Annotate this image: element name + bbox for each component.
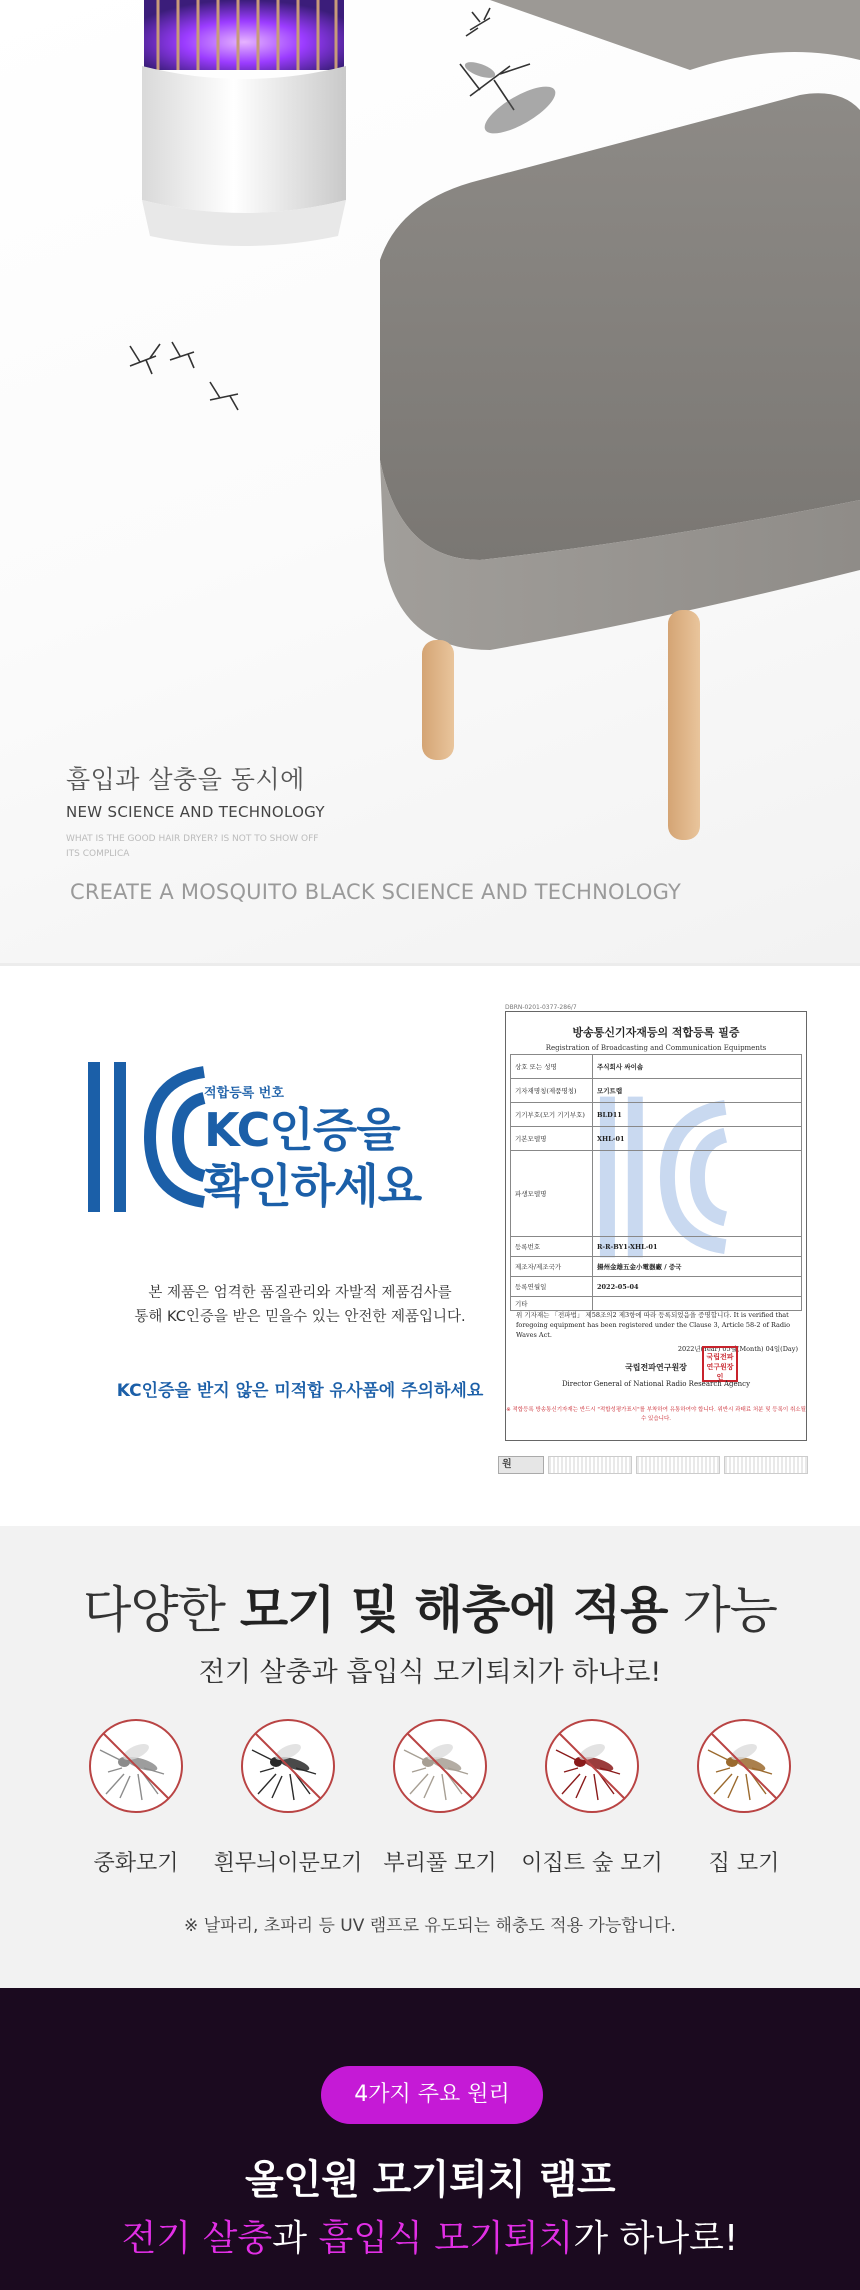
hero-title: 흡입과 살충을 동시에 [66, 765, 305, 794]
barcode-block [724, 1456, 808, 1474]
apply-note: ※ 날파리, 초파리 등 UV 램프로 유도되는 해충도 적용 가능합니다. [184, 1916, 676, 1936]
mosquito-icon [542, 1716, 642, 1816]
strip-label: 원 [498, 1456, 544, 1474]
table-row [511, 1127, 802, 1151]
certificate-label: 등록연월일 [511, 1277, 593, 1297]
apply-title [0, 1570, 860, 1642]
certificate-label: 기기부호(모기 기기부호) [511, 1103, 593, 1127]
certificate-label: 상호 또는 성명 [511, 1055, 593, 1079]
kc-description-line1: 본 제품은 엄격한 품질관리와 자발적 제품검사를 [148, 1285, 452, 1301]
mosquito-type-label: 중화모기 [93, 1851, 179, 1876]
mosquito-type-item [212, 1716, 364, 1877]
certificate-issuer-en: Director General of National Radio Research Agency [561, 1380, 751, 1388]
table-row [511, 1237, 802, 1257]
mosquito-trap-image [138, 0, 350, 250]
certificate-barcode-strip [498, 1456, 808, 1474]
mosquito-icon [238, 1716, 338, 1816]
certificate-value: BLD11 [593, 1103, 802, 1127]
certificate-value: 2022-05-04 [593, 1277, 802, 1297]
kc-caption: 적합등록 번호 [204, 1086, 284, 1101]
principle-section [0, 1988, 860, 2290]
certificate-value: XHL-01 [593, 1127, 802, 1151]
table-row [511, 1277, 802, 1297]
hero-subtitle: NEW SCIENCE AND TECHNOLOGY [66, 803, 325, 821]
mosquito-icon [86, 1716, 186, 1816]
certificate-label: 파생모델명 [511, 1151, 593, 1237]
hero-small-text: WHAT IS THE GOOD HAIR DRYER? IS NOT TO SHOW OFF ITS COMPLICA [66, 834, 319, 859]
table-row [511, 1151, 802, 1237]
mosquito-type-label: 부리풀 모기 [383, 1851, 497, 1876]
certificate-label: 기타 [511, 1297, 593, 1311]
principle-subtitle [0, 2210, 860, 2261]
mosquito-type-item [60, 1716, 212, 1877]
table-row [511, 1103, 802, 1127]
table-row [511, 1297, 802, 1311]
certificate-value: 揚州金雄五金小電器廠 / 중국 [593, 1257, 802, 1277]
table-row [511, 1055, 802, 1079]
certificate-issuer: 국립전파연구원장 [625, 1362, 687, 1372]
certificate-value: 주식회사 싸이숍 [593, 1055, 802, 1079]
principle-pill-badge: 4가지 주요 원리 [321, 2066, 543, 2124]
certificate-label: 기자재명칭(제품명칭) [511, 1079, 593, 1103]
certificate-date: 2022년(Year) 05월(Month) 04일(Day) [677, 1345, 798, 1353]
certificate-value [593, 1151, 802, 1237]
apply-subtitle: 전기 살충과 흡입식 모기퇴치가 하나로! [198, 1657, 662, 1688]
apply-section [0, 1526, 860, 1988]
hero-section [0, 0, 860, 963]
certificate-table [510, 1054, 802, 1311]
mosquito-icon [390, 1716, 490, 1816]
kc-headline-line2: 확인하세요 [204, 1159, 422, 1213]
kc-description-line2: 통해 KC인증을 받은 믿을수 있는 안전한 제품입니다. [134, 1309, 466, 1325]
apply-title-pre: 다양한 [83, 1581, 240, 1639]
certificate-note: ※ 적합등록 방송통신기자재는 반드시 "적합성평가표시"를 부착하여 유통하여야 합니다. 위반시 과태료 처분 및 등록이 취소될 수 있습니다. [506, 1407, 806, 1422]
ottoman-image [360, 0, 860, 850]
certificate-statement: 위 기자재는 「전파법」 제58조의2 제3항에 따라 등록되었음을 증명합니다. It is verified that foregoing equipment has been registered under the Clause 3, Article 58-2 of Radio Waves Act. [516, 1311, 791, 1339]
certificate-label: 등록번호 [511, 1237, 593, 1257]
mosquito-type-item [668, 1716, 820, 1877]
kc-logo-icon [74, 1052, 214, 1222]
barcode-block [636, 1456, 720, 1474]
barcode-block [548, 1456, 632, 1474]
certificate-label: 기본모델명 [511, 1127, 593, 1151]
certificate-title-en: Registration of Broadcasting and Communication Equipments [545, 1044, 767, 1052]
certificate-label: 제조자/제조국가 [511, 1257, 593, 1277]
certificate-value: 모기트랩 [593, 1079, 802, 1103]
certificate-seal: 국립전파연구원장인 [702, 1346, 738, 1382]
principle-subtitle-end: 가 하나로! [573, 2218, 739, 2259]
kc-headline [204, 1102, 421, 1214]
mosquito-type-label: 흰무늬이문모기 [213, 1851, 363, 1876]
certificate-title: 방송통신기자재등의 적합등록 필증 [572, 1026, 740, 1039]
mosquito-type-list [60, 1716, 820, 1877]
certificate-code: DBRN-0201-0377-286/7 [505, 1004, 577, 1011]
mosquito-type-item [364, 1716, 516, 1877]
mosquito-type-label: 이집트 숲 모기 [521, 1851, 663, 1876]
kc-description [80, 1281, 520, 1329]
principle-highlight-electric: 전기 살충 [121, 2218, 273, 2259]
mosquito-icon [694, 1716, 794, 1816]
certificate-value: R-R-BY1-XHL-01 [593, 1237, 802, 1257]
kc-certification-section [0, 966, 860, 1526]
table-row [511, 1257, 802, 1277]
kc-certificate [505, 1011, 807, 1441]
hero-tagline: CREATE A MOSQUITO BLACK SCIENCE AND TECHNOLOGY [70, 880, 682, 904]
mosquito-type-label: 집 모기 [708, 1851, 780, 1876]
table-row [511, 1079, 802, 1103]
certificate-value [593, 1297, 802, 1311]
principle-title: 올인원 모기퇴치 램프 [244, 2157, 616, 2203]
kc-warning: KC인증을 받지 않은 미적합 유사품에 주의하세요 [116, 1381, 484, 1401]
mosquito-type-item [516, 1716, 668, 1877]
kc-headline-line1: KC인증을 [204, 1103, 400, 1157]
apply-title-post: 가능 [667, 1581, 777, 1639]
principle-highlight-suction: 흡입식 모기퇴치 [318, 2218, 574, 2259]
principle-subtitle-mid: 과 [272, 2218, 319, 2259]
apply-title-bold: 모기 및 해충에 적용 [239, 1581, 668, 1639]
